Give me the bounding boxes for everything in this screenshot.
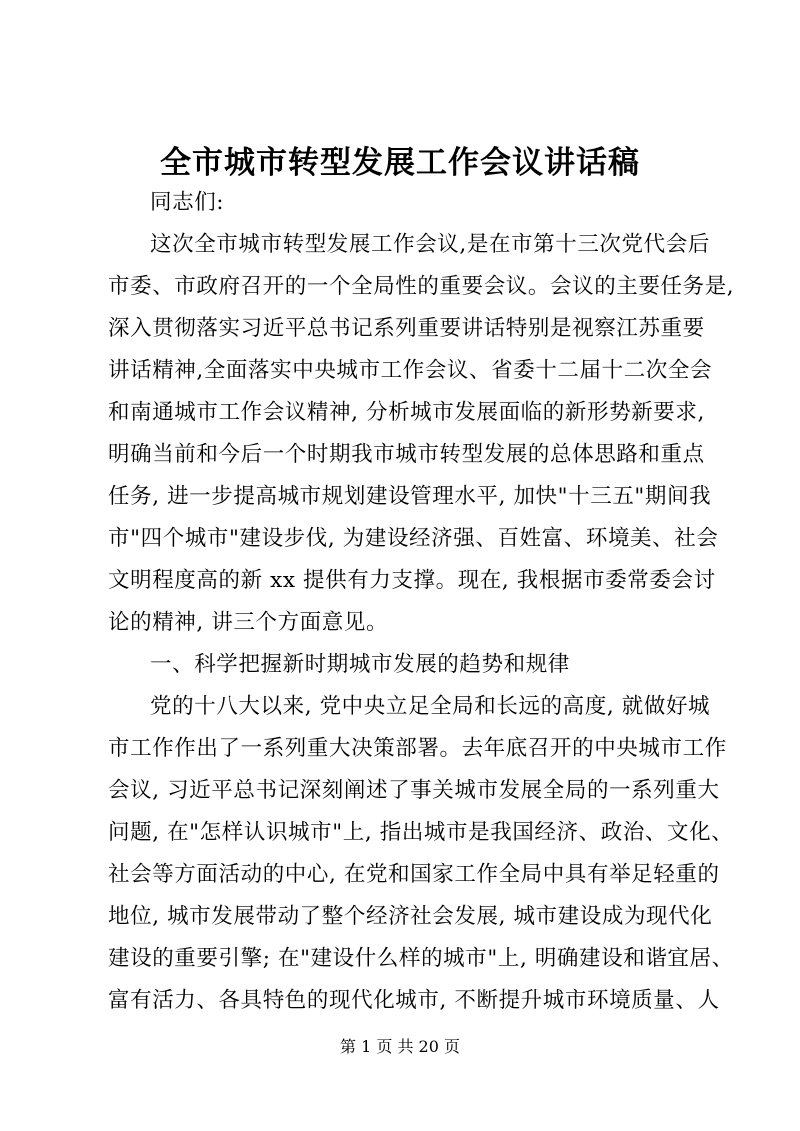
paragraph-line: 建设的重要引擎; 在"建设什么样的城市"上, 明确建设和谐宜居、 bbox=[108, 946, 734, 971]
paragraph-line: 问题, 在"怎样认识城市"上, 指出城市是我国经济、政治、文化、 bbox=[108, 820, 734, 845]
paragraph-line: 社会等方面活动的中心, 在党和国家工作全局中具有举足轻重的 bbox=[108, 862, 720, 887]
paragraph-line: 深入贯彻落实习近平总书记系列重要讲话特别是视察江苏重要 bbox=[108, 316, 705, 341]
paragraph-line: 和南通城市工作会议精神, 分析城市发展面临的新形势新要求, bbox=[108, 400, 705, 425]
paragraph-line: 市委、市政府召开的一个全局性的重要会议。会议的主要任务是, bbox=[108, 274, 735, 299]
paragraph-line: 这次全市城市转型发展工作会议,是在市第十三次党代会后 bbox=[150, 232, 710, 257]
paragraph-line: 文明程度高的新 xx 提供有力支撑。现在, 我根据市委常委会讨 bbox=[108, 568, 716, 593]
page-number-footer: 第 1 页 共 20 页 bbox=[340, 1037, 460, 1056]
paragraph-line: 任务, 进一步提高城市规划建设管理水平, 加快"十三五"期间我 bbox=[108, 484, 712, 509]
paragraph-line: 地位, 城市发展带动了整个经济社会发展, 城市建设成为现代化 bbox=[108, 904, 713, 929]
paragraph-line: 会议, 习近平总书记深刻阐述了事关城市发展全局的一系列重大 bbox=[108, 778, 720, 803]
paragraph-line: 市工作作出了一系列重大决策部署。去年底召开的中央城市工作 bbox=[108, 736, 727, 761]
paragraph-line: 讲话精神,全面落实中央城市工作会议、省委十二届十二次全会 bbox=[108, 358, 713, 383]
paragraph-line: 明确当前和今后一个时期我市城市转型发展的总体思路和重点 bbox=[108, 442, 705, 467]
paragraph-line: 党的十八大以来, 党中央立足全局和长远的高度, 就做好城 bbox=[150, 694, 711, 719]
paragraph-line: 富有活力、各具特色的现代化城市, 不断提升城市环境质量、人 bbox=[108, 988, 720, 1013]
paragraph-line: 市"四个城市"建设步伐, 为建设经济强、百姓富、环境美、社会 bbox=[108, 526, 719, 551]
document-title: 全市城市转型发展工作会议讲话稿 bbox=[160, 145, 640, 181]
paragraph-line: 论的精神, 讲三个方面意见。 bbox=[108, 610, 389, 635]
salutation-line: 同志们: bbox=[150, 190, 225, 215]
section-heading: 一、科学把握新时期城市发展的趋势和规律 bbox=[150, 652, 570, 677]
